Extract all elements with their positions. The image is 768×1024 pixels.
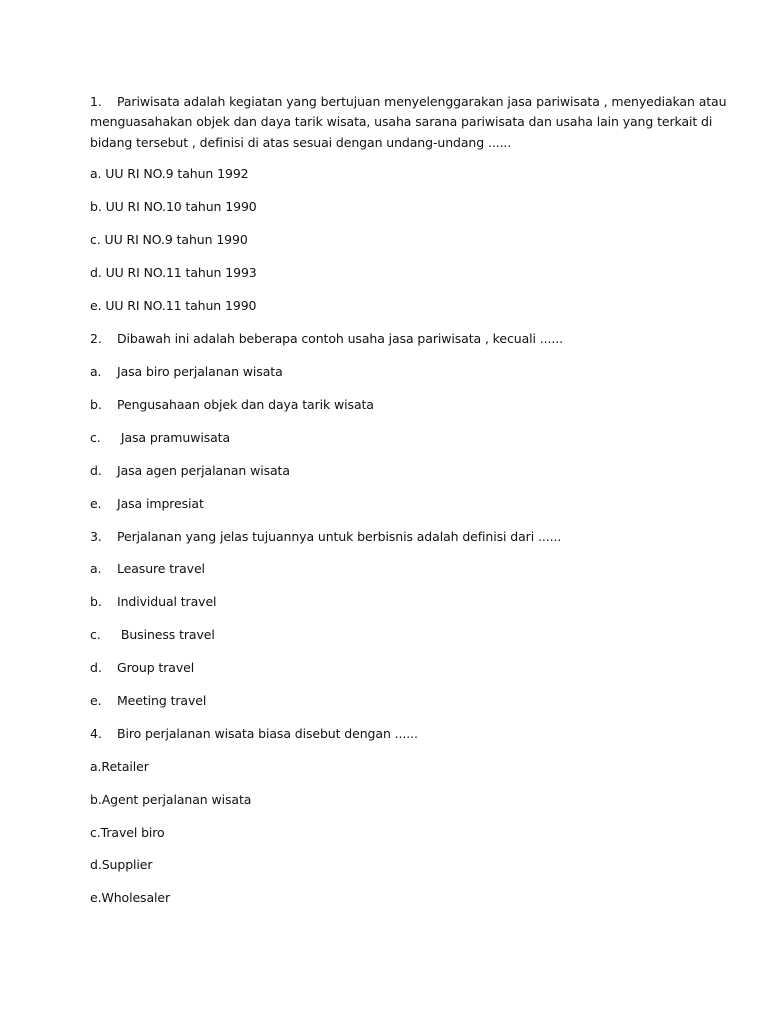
question-1-option-c: c. UU RI NO.9 tahun 1990 (90, 232, 248, 247)
option-text: Jasa pramuwisata (117, 430, 231, 445)
question-2-option-e (90, 494, 204, 514)
question-3-option-e (90, 691, 206, 711)
option-text: Leasure travel (117, 561, 205, 576)
question-4-text: Biro perjalanan wisata biasa disebut dengan ...... (117, 726, 418, 741)
question-2-text: Dibawah ini adalah beberapa contoh usaha jasa pariwisata , kecuali ...... (117, 331, 563, 346)
question-1-text-3: bidang tersebut , definisi di atas sesuai dengan undang-undang ...... (90, 135, 512, 150)
question-1-option-d: d. UU RI NO.11 tahun 1993 (90, 265, 257, 280)
question-4-option-e: e.Wholesaler (90, 890, 171, 905)
question-1-line-2 (90, 112, 712, 132)
question-1-line-1 (90, 92, 726, 112)
question-1-option-a: a. UU RI NO.9 tahun 1992 (90, 166, 249, 181)
option-text: Jasa impresiat (117, 496, 204, 511)
question-1-option-e: e. UU RI NO.11 tahun 1990 (90, 298, 257, 313)
question-2-number: 2. (90, 331, 102, 346)
option-letter: e. (90, 693, 102, 708)
question-1-line-3 (90, 133, 511, 153)
option-text: Group travel (117, 660, 195, 675)
question-4-option-a: a.Retailer (90, 759, 149, 774)
question-1-option-b: b. UU RI NO.10 tahun 1990 (90, 199, 257, 214)
option-letter: d. (90, 463, 102, 478)
question-3-option-d (90, 658, 194, 678)
option-text: Business travel (117, 627, 215, 642)
question-1-text-2: menguasahakan objek dan daya tarik wisata, usaha sarana pariwisata dan usaha lain yang terkait di (90, 114, 713, 129)
option-letter: c. (90, 430, 101, 445)
question-3-text: Perjalanan yang jelas tujuannya untuk berbisnis adalah definisi dari ...... (117, 529, 562, 544)
question-1-number: 1. (90, 94, 102, 109)
question-4-option-b: b.Agent perjalanan wisata (90, 792, 252, 807)
question-3-number: 3. (90, 529, 102, 544)
option-text: Individual travel (117, 594, 217, 609)
question-2-option-a (90, 362, 283, 382)
option-letter: a. (90, 561, 102, 576)
option-text: Meeting travel (117, 693, 207, 708)
question-4 (90, 724, 418, 744)
option-letter: b. (90, 397, 102, 412)
question-4-option-c: c.Travel biro (90, 825, 165, 840)
option-text: Pengusahaan objek dan daya tarik wisata (117, 397, 374, 412)
question-2-option-b (90, 395, 374, 415)
question-3-option-c (90, 625, 215, 645)
question-2-option-c (90, 428, 230, 448)
option-letter: a. (90, 364, 102, 379)
option-text: Jasa agen perjalanan wisata (117, 463, 290, 478)
question-2-option-d (90, 461, 290, 481)
question-2 (90, 329, 563, 349)
question-3 (90, 527, 561, 547)
option-text: Jasa biro perjalanan wisata (117, 364, 283, 379)
question-3-option-b (90, 592, 216, 612)
question-3-option-a (90, 559, 205, 579)
question-1-text-1: Pariwisata adalah kegiatan yang bertujuan menyelenggarakan jasa pariwisata , menyediakan atau (117, 94, 727, 109)
question-4-number: 4. (90, 726, 102, 741)
option-letter: b. (90, 594, 102, 609)
option-letter: d. (90, 660, 102, 675)
option-letter: e. (90, 496, 102, 511)
option-letter: c. (90, 627, 101, 642)
question-4-option-d: d.Supplier (90, 857, 153, 872)
